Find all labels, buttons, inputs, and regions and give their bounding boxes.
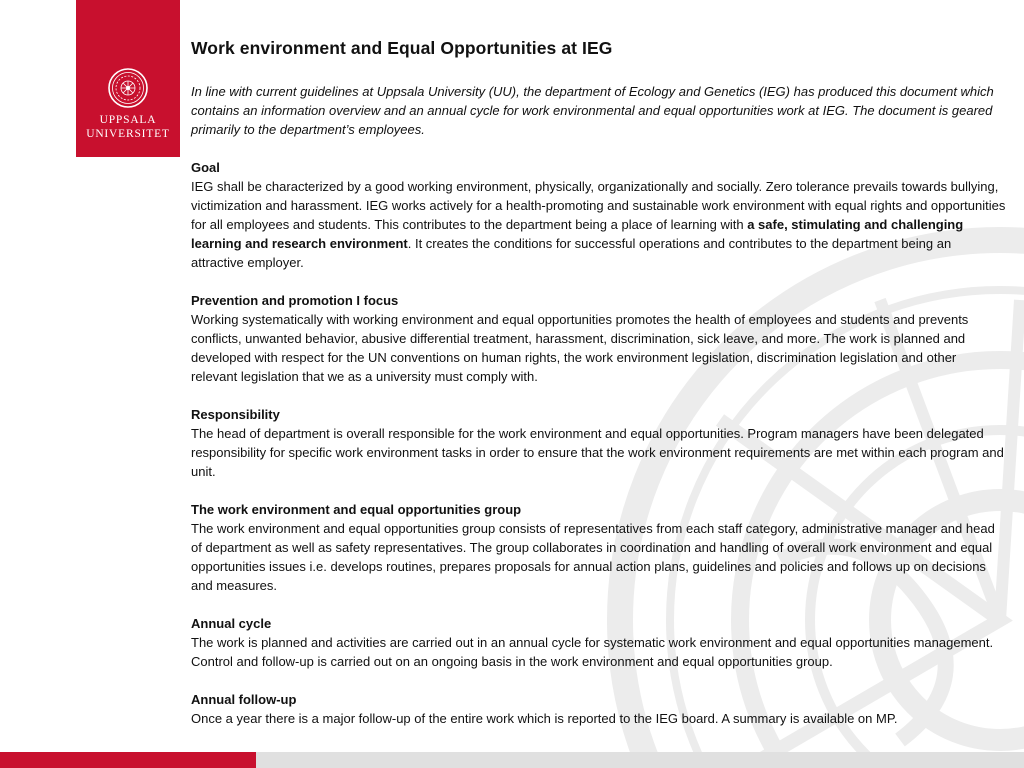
university-seal-icon xyxy=(108,68,148,108)
logo-text-universitet: UNIVERSITET xyxy=(86,128,170,140)
section-heading: Goal xyxy=(191,160,220,175)
section-text: The work environment and equal opportunities group consists of representatives from each staff category, administrative manager and head of department as well as safety representatives. The group collaborates in coordination and handling of overall work environment and equal opportunities issues i.e. develops routines, prepares proposals for annual action plans, guidelines and policies and follows up on decisions and measures. xyxy=(191,521,995,593)
section-heading: The work environment and equal opportunities group xyxy=(191,502,522,517)
section-text: The head of department is overall responsible for the work environment and equal opportunities. Program managers have been delegated responsibility for specific work environment tasks in order to ensure that the work environment requirements are met within each program and unit. xyxy=(191,426,1004,479)
section-prevention xyxy=(191,291,1006,386)
section-group xyxy=(191,500,1006,595)
goal-text-emphasis: a safe, stimulating and challenging learning and research environment xyxy=(191,217,964,251)
intro-paragraph: In line with current guidelines at Uppsala University (UU), the department of Ecology and Genetics (IEG) has produced this document which contains an information overview and an annual cycle for work environmental and equal opportunities work at IEG. The document is geared primarily to the department’s employees. xyxy=(191,84,994,137)
logo-text-uppsala: UPPSALA xyxy=(99,114,157,126)
goal-text-start: IEG shall be characterized by a good working environment, physically, organizationally and socially. Zero tolerance prevails towards bullying, victimization and harassment. IEG works actively for a health-promoting and sustainable work environment with equal rights and opportunities for all employees and students. This contributes to the department being a place of learning with xyxy=(191,179,1006,232)
section-heading: Annual cycle xyxy=(191,616,272,631)
document-body xyxy=(191,36,1006,747)
section-text: The work is planned and activities are carried out in an annual cycle for systematic work environment and equal opportunities management. Control and follow-up is carried out on an ongoing basis in the work environment and equal opportunities group. xyxy=(191,635,994,669)
section-responsibility xyxy=(191,405,1006,481)
section-heading: Annual follow-up xyxy=(191,692,297,707)
section-annual-followup xyxy=(191,690,1006,728)
footer-bar xyxy=(0,752,1024,768)
section-text xyxy=(191,177,1006,272)
uppsala-university-logo xyxy=(76,0,180,157)
footer-accent-bar xyxy=(0,752,256,768)
section-goal xyxy=(191,158,1006,272)
section-text: Once a year there is a major follow-up of the entire work which is reported to the IEG board. A summary is available on MP. xyxy=(191,711,898,726)
goal-text-end: . It creates the conditions for successful operations and contributes to the department being an attractive employer. xyxy=(191,236,952,270)
section-annual-cycle xyxy=(191,614,1006,671)
section-heading: Responsibility xyxy=(191,407,280,422)
page-title: Work environment and Equal Opportunities at IEG xyxy=(191,38,613,58)
section-text: Working systematically with working environment and equal opportunities promotes the health of employees and students and prevents conflicts, unwanted behavior, abusive differential treatment, harassment, discrimination, sick leave, and more. The work is planned and developed with respect for the UN conventions on human rights, the work environment legislation, discrimination legislation and other relevant legislation that we as a university must comply with. xyxy=(191,312,969,384)
section-heading: Prevention and promotion I focus xyxy=(191,293,399,308)
